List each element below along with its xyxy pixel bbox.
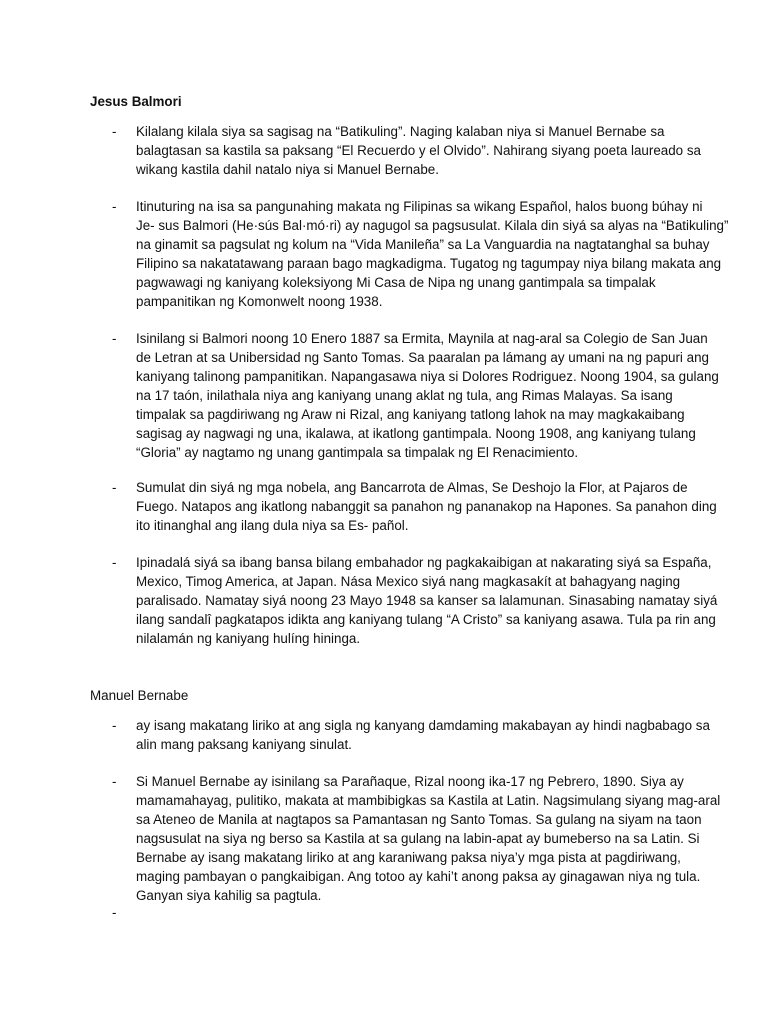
text-line: Itinuturing na isa sa pangunahing makata ng Filipinas sa wikang Español, halos buong búhay ni	[136, 199, 703, 214]
text-line: mamamahayag, pulitiko, makata at mambibigkas sa Kastila at Latin. Nagsimulang siyang mag-aral	[136, 793, 721, 808]
text-line: nilalamán ng kaniyang hulíng hininga.	[136, 631, 361, 646]
bullet-text	[136, 329, 719, 462]
text-line: “Gloria” ay nagtamo ng unang gantimpala sa timpalak ng El Renacimiento.	[136, 445, 579, 460]
text-line: Si Manuel Bernabe ay isinilang sa Parañaque, Rizal noong ika-17 ng Pebrero, 1890. Siya ay	[136, 774, 684, 789]
text-line: alin mang paksang kaniyang sinulat.	[136, 737, 352, 752]
text-line: sa Ateneo de Manila at nagtapos sa Pamantasan ng Santo Tomas. Sa gulang na siyam na taon	[136, 812, 702, 827]
text-line: paralisado. Namatay siyá noong 23 Mayo 1948 sa kanser sa lalamunan. Sinasabing namatay siyá	[136, 593, 718, 608]
bullet-dash: -	[112, 199, 117, 214]
text-line: Filipino sa nakatatawang paraan bago magkadigma. Tugatog ng tagumpay niya bilang makata ang	[136, 256, 722, 271]
bullet-dash: -	[112, 555, 117, 570]
text-line: Ipinadalá siyá sa ibang bansa bilang embahador ng pagkakaibigan at nakarating siyá sa España,	[136, 555, 712, 570]
text-line: ay isang makatang liriko at ang sigla ng kanyang damdaming makabayan ay hindi nagbabago sa	[136, 718, 710, 733]
text-line: wikang kastila dahil natalo niya si Manuel Bernabe.	[136, 162, 439, 177]
bullet-text	[136, 122, 701, 179]
text-line: Je- sus Balmori (He·sús Bal·mó·ri) ay nagugol sa pagsusulat. Kilala din siyá sa alyas na “Batikuling”	[136, 218, 729, 233]
text-line: Kilalang kilala siya sa sagisag na “Batikuling”. Naging kalaban niya si Manuel Bernabe sa	[136, 124, 665, 139]
text-line: de Letran at sa Unibersidad ng Santo Tomas. Sa paaralan pa lámang ay umani na ng papuri ang	[136, 350, 709, 365]
text-line: timpalak sa pagdiriwang ng Araw ni Rizal, ang kaniyang tatlong lahok na may magkakaibang	[136, 407, 685, 422]
bullet-dash: -	[112, 331, 117, 346]
text-line: Isinilang si Balmori noong 10 Enero 1887 sa Ermita, Maynila at nag-aral sa Colegio de San Juan	[136, 331, 708, 346]
text-line: Ganyan siya kahilig sa pagtula.	[136, 888, 322, 903]
text-line: sagisag ay nagwagi ng una, ikalawa, at ikatlong gantimpala. Noong 1908, ang kaniyang tulang	[136, 426, 696, 441]
bullet-text	[136, 772, 721, 905]
section-heading-jesus-balmori: Jesus Balmori	[90, 94, 182, 109]
bullet-dash: -	[112, 905, 117, 920]
text-line: Fuego. Natapos ang ikatlong nabanggit sa panahon ng pananakop na Hapones. Sa panahon ding	[136, 499, 717, 514]
bullet-dash: -	[112, 718, 117, 733]
text-line: kaniyang talinong pampanitikan. Napangasawa niya si Dolores Rodriguez. Noong 1904, sa gulang	[136, 369, 719, 384]
text-line: ito itinanghal ang ilang dula niya sa Es- pañol.	[136, 518, 409, 533]
text-line: balagtasan sa kastila sa paksang “El Recuerdo y el Olvido”. Nahirang siyang poeta laureado sa	[136, 143, 701, 158]
section-heading-manuel-bernabe: Manuel Bernabe	[90, 688, 189, 703]
text-line: Bernabe ay isang makatang liriko at ang karaniwang paksa niya’y mga pista at pagdiriwang,	[136, 850, 681, 865]
text-line: na ginamit sa pagsulat ng kolum na “Vida Manileña” sa La Vanguardia na nagtatanghal sa buhay	[136, 237, 710, 252]
text-line: nagsusulat na siya ng berso sa Kastila at sa gulang na labin-apat ay bumeberso na sa Latin. Si	[136, 831, 700, 846]
text-line: na 17 taón, inilathala niya ang kaniyang unang aklat ng tula, ang Rimas Malayas. Sa isang	[136, 388, 673, 403]
bullet-dash: -	[112, 774, 117, 789]
text-line: Mexico, Timog America, at Japan. Nása Mexico siyá nang magkasakít at bahagyang naging	[136, 574, 681, 589]
bullet-text	[136, 716, 710, 754]
bullet-text	[136, 197, 729, 311]
text-line: Sumulat din siyá ng mga nobela, ang Bancarrota de Almas, Se Deshojo la Flor, at Pajaros de	[136, 480, 688, 495]
text-line: maging pambayan o pangkaibigan. Ang totoo ay kahi’t anong paksa ay ginagawan niya ng tula.	[136, 869, 701, 884]
bullet-text	[136, 478, 717, 535]
bullet-dash: -	[112, 124, 117, 139]
bullet-dash: -	[112, 480, 117, 495]
text-line: pagwawagi ng kaniyang koleksiyong Mi Casa de Nipa ng unang gantimpala sa timpalak	[136, 275, 656, 290]
text-line: pampanitikan ng Komonwelt noong 1938.	[136, 294, 383, 309]
bullet-text	[136, 553, 718, 648]
text-line: ilang sandalî pagkatapos idikta ang kaniyang tulang “A Cristo” sa kaniyang asawa. Tula pa rin ang	[136, 612, 716, 627]
